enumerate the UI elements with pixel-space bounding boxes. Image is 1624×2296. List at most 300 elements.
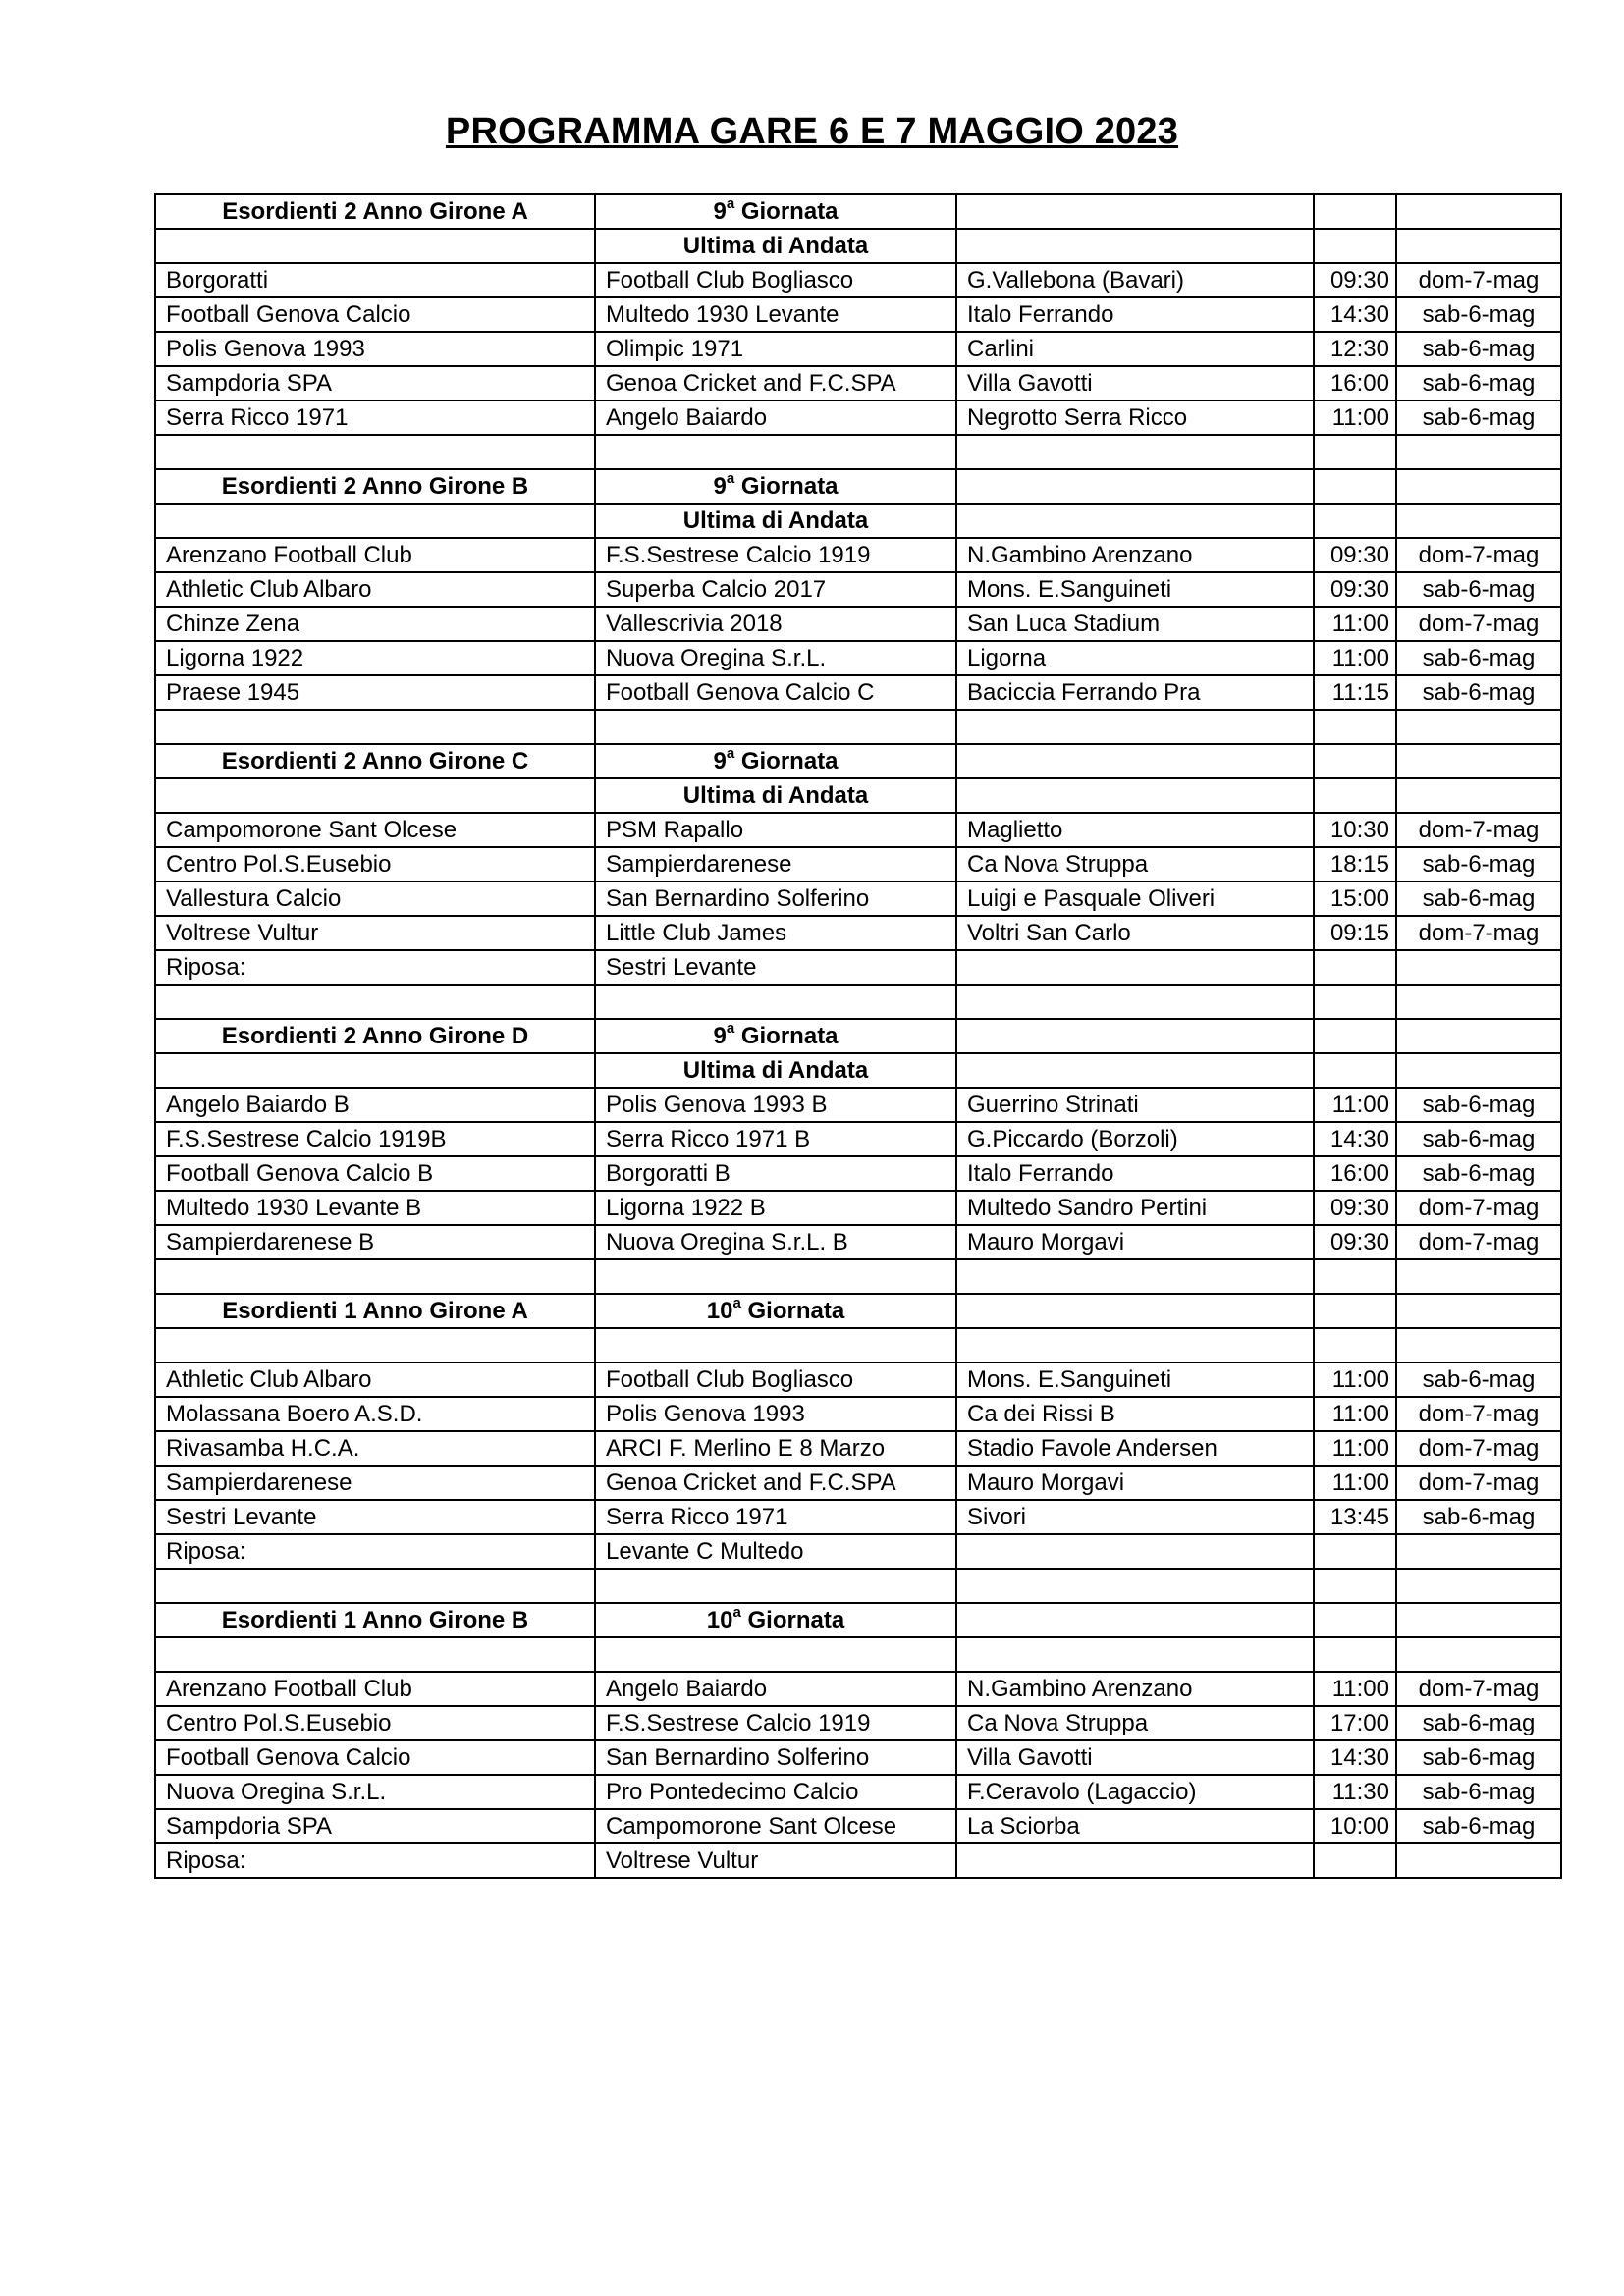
empty-cell [1314, 435, 1396, 469]
spacer-row [155, 435, 1561, 469]
venue: Stadio Favole Andersen [956, 1431, 1314, 1466]
group-subtitle-row [155, 229, 1561, 263]
empty-cell [1314, 1843, 1396, 1878]
match-date: sab-6-mag [1396, 572, 1561, 607]
match-row [155, 263, 1561, 297]
group-header-row [155, 1019, 1561, 1053]
match-row [155, 1431, 1561, 1466]
empty-cell [1314, 1259, 1396, 1294]
empty-cell [956, 1294, 1314, 1328]
riposa-team: Levante C Multedo [595, 1534, 956, 1569]
kickoff-time: 11:00 [1314, 641, 1396, 675]
match-schedule-table [154, 193, 1562, 1879]
group-header-row [155, 469, 1561, 504]
kickoff-time: 11:30 [1314, 1775, 1396, 1809]
home-team: Polis Genova 1993 [155, 332, 595, 366]
match-row [155, 916, 1561, 950]
round-ordinal: a [732, 1295, 741, 1311]
venue: La Sciorba [956, 1809, 1314, 1843]
kickoff-time: 11:00 [1314, 607, 1396, 641]
match-date: sab-6-mag [1396, 1809, 1561, 1843]
away-team: Multedo 1930 Levante [595, 297, 956, 332]
venue: Maglietto [956, 813, 1314, 847]
kickoff-time: 14:30 [1314, 1122, 1396, 1156]
kickoff-time: 18:15 [1314, 847, 1396, 881]
empty-cell [595, 435, 956, 469]
round-word: Giornata [740, 198, 839, 225]
empty-cell [1314, 504, 1396, 538]
riposa-label: Riposa: [155, 950, 595, 985]
kickoff-time: 12:30 [1314, 332, 1396, 366]
away-team: Genoa Cricket and F.C.SPA [595, 1466, 956, 1500]
group-subtitle-row [155, 1053, 1561, 1088]
kickoff-time: 16:00 [1314, 366, 1396, 400]
away-team: Football Genova Calcio C [595, 675, 956, 710]
round-ordinal: a [726, 195, 735, 212]
kickoff-time: 09:30 [1314, 263, 1396, 297]
round-label [595, 469, 956, 504]
match-date: sab-6-mag [1396, 847, 1561, 881]
match-row [155, 1740, 1561, 1775]
away-team: Superba Calcio 2017 [595, 572, 956, 607]
empty-cell [1314, 1534, 1396, 1569]
empty-cell [956, 1637, 1314, 1672]
away-team: Polis Genova 1993 B [595, 1088, 956, 1122]
kickoff-time: 09:30 [1314, 538, 1396, 572]
spacer-row [155, 1259, 1561, 1294]
empty-cell [595, 985, 956, 1019]
away-team: San Bernardino Solferino [595, 881, 956, 916]
group-name: Esordienti 2 Anno Girone D [155, 1019, 595, 1053]
empty-cell [956, 469, 1314, 504]
round-word: Giornata [740, 748, 839, 774]
venue: G.Piccardo (Borzoli) [956, 1122, 1314, 1156]
empty-cell [1396, 1603, 1561, 1637]
spacer-row [155, 985, 1561, 1019]
empty-cell [155, 1637, 595, 1672]
kickoff-time: 17:00 [1314, 1706, 1396, 1740]
home-team: Multedo 1930 Levante B [155, 1191, 595, 1225]
kickoff-time: 14:30 [1314, 1740, 1396, 1775]
empty-cell [1396, 744, 1561, 778]
empty-cell [1314, 744, 1396, 778]
empty-cell [155, 1259, 595, 1294]
kickoff-time: 14:30 [1314, 297, 1396, 332]
empty-cell [956, 1603, 1314, 1637]
empty-cell [1314, 950, 1396, 985]
empty-cell [595, 1259, 956, 1294]
kickoff-time: 09:30 [1314, 572, 1396, 607]
home-team: Sestri Levante [155, 1500, 595, 1534]
group-name: Esordienti 2 Anno Girone A [155, 194, 595, 229]
match-row [155, 366, 1561, 400]
empty-cell [155, 435, 595, 469]
home-team: F.S.Sestrese Calcio 1919B [155, 1122, 595, 1156]
empty-cell [155, 229, 595, 263]
empty-cell [956, 1259, 1314, 1294]
match-row [155, 538, 1561, 572]
round-label [595, 194, 956, 229]
kickoff-time: 11:00 [1314, 1088, 1396, 1122]
document-title: PROGRAMMA GARE 6 E 7 MAGGIO 2023 [445, 111, 1179, 152]
away-team: Angelo Baiardo [595, 1672, 956, 1706]
empty-cell [155, 985, 595, 1019]
venue: Multedo Sandro Pertini [956, 1191, 1314, 1225]
group-subtitle: Ultima di Andata [595, 1053, 956, 1088]
match-row [155, 332, 1561, 366]
home-team: Sampdoria SPA [155, 1809, 595, 1843]
round-word: Giornata [740, 473, 839, 500]
kickoff-time: 11:00 [1314, 1397, 1396, 1431]
empty-cell [155, 710, 595, 744]
round-number: 10 [706, 1298, 733, 1324]
empty-cell [1396, 1294, 1561, 1328]
away-team: Football Club Bogliasco [595, 1362, 956, 1397]
empty-cell [1314, 469, 1396, 504]
match-row [155, 1775, 1561, 1809]
match-date: dom-7-mag [1396, 1431, 1561, 1466]
round-ordinal: a [732, 1604, 741, 1621]
kickoff-time: 11:15 [1314, 675, 1396, 710]
empty-cell [956, 744, 1314, 778]
group-name: Esordienti 2 Anno Girone C [155, 744, 595, 778]
round-word: Giornata [740, 1023, 839, 1049]
match-date: sab-6-mag [1396, 1362, 1561, 1397]
group-subtitle-row [155, 1328, 1561, 1362]
away-team: Pro Pontedecimo Calcio [595, 1775, 956, 1809]
away-team: Nuova Oregina S.r.L. [595, 641, 956, 675]
empty-cell [1396, 1053, 1561, 1088]
match-row [155, 1122, 1561, 1156]
venue: Mauro Morgavi [956, 1466, 1314, 1500]
empty-cell [1396, 1019, 1561, 1053]
match-row [155, 847, 1561, 881]
venue: Mons. E.Sanguineti [956, 572, 1314, 607]
away-team: F.S.Sestrese Calcio 1919 [595, 1706, 956, 1740]
venue: Voltri San Carlo [956, 916, 1314, 950]
spacer-row [155, 710, 1561, 744]
home-team: Ligorna 1922 [155, 641, 595, 675]
venue: N.Gambino Arenzano [956, 1672, 1314, 1706]
empty-cell [1314, 1328, 1396, 1362]
kickoff-time: 11:00 [1314, 1672, 1396, 1706]
venue: G.Vallebona (Bavari) [956, 263, 1314, 297]
round-ordinal: a [726, 745, 735, 762]
empty-cell [1396, 710, 1561, 744]
match-date: sab-6-mag [1396, 1740, 1561, 1775]
away-team: Vallescrivia 2018 [595, 607, 956, 641]
empty-cell [956, 229, 1314, 263]
match-date: dom-7-mag [1396, 263, 1561, 297]
group-subtitle-row [155, 778, 1561, 813]
away-team: Ligorna 1922 B [595, 1191, 956, 1225]
venue: Mauro Morgavi [956, 1225, 1314, 1259]
match-date: sab-6-mag [1396, 297, 1561, 332]
group-subtitle-row [155, 1637, 1561, 1672]
match-date: sab-6-mag [1396, 400, 1561, 435]
home-team: Voltrese Vultur [155, 916, 595, 950]
group-subtitle-row [155, 504, 1561, 538]
empty-cell [155, 1328, 595, 1362]
match-date: sab-6-mag [1396, 675, 1561, 710]
kickoff-time: 11:00 [1314, 1466, 1396, 1500]
round-label [595, 744, 956, 778]
venue: Ca dei Rissi B [956, 1397, 1314, 1431]
match-date: dom-7-mag [1396, 813, 1561, 847]
empty-cell [1396, 1637, 1561, 1672]
home-team: Arenzano Football Club [155, 1672, 595, 1706]
venue: Carlini [956, 332, 1314, 366]
away-team: Serra Ricco 1971 B [595, 1122, 956, 1156]
riposa-team: Sestri Levante [595, 950, 956, 985]
home-team: Sampierdarenese [155, 1466, 595, 1500]
match-date: dom-7-mag [1396, 1672, 1561, 1706]
empty-cell [1396, 1259, 1561, 1294]
home-team: Serra Ricco 1971 [155, 400, 595, 435]
away-team: Polis Genova 1993 [595, 1397, 956, 1431]
home-team: Borgoratti [155, 263, 595, 297]
empty-cell [1314, 1603, 1396, 1637]
riposa-row [155, 1843, 1561, 1878]
venue: Ca Nova Struppa [956, 1706, 1314, 1740]
kickoff-time: 10:30 [1314, 813, 1396, 847]
away-team: Genoa Cricket and F.C.SPA [595, 366, 956, 400]
match-row [155, 1225, 1561, 1259]
riposa-row [155, 1534, 1561, 1569]
home-team: Sampdoria SPA [155, 366, 595, 400]
match-row [155, 881, 1561, 916]
empty-cell [1396, 229, 1561, 263]
empty-cell [1396, 435, 1561, 469]
empty-cell [956, 504, 1314, 538]
empty-cell [1396, 1534, 1561, 1569]
match-row [155, 607, 1561, 641]
empty-cell [595, 710, 956, 744]
match-date: dom-7-mag [1396, 607, 1561, 641]
empty-cell [956, 194, 1314, 229]
venue: San Luca Stadium [956, 607, 1314, 641]
home-team: Arenzano Football Club [155, 538, 595, 572]
group-header-row [155, 744, 1561, 778]
empty-cell [155, 1053, 595, 1088]
match-date: dom-7-mag [1396, 1191, 1561, 1225]
home-team: Chinze Zena [155, 607, 595, 641]
match-date: sab-6-mag [1396, 1088, 1561, 1122]
match-row [155, 1397, 1561, 1431]
match-date: sab-6-mag [1396, 1706, 1561, 1740]
round-number: 9 [713, 198, 727, 225]
riposa-team: Voltrese Vultur [595, 1843, 956, 1878]
round-number: 9 [713, 473, 727, 500]
group-subtitle: Ultima di Andata [595, 229, 956, 263]
empty-cell [1314, 1569, 1396, 1603]
match-date: sab-6-mag [1396, 881, 1561, 916]
match-date: sab-6-mag [1396, 1156, 1561, 1191]
empty-cell [595, 1569, 956, 1603]
empty-cell [956, 778, 1314, 813]
away-team: Nuova Oregina S.r.L. B [595, 1225, 956, 1259]
round-word: Giornata [747, 1298, 845, 1324]
match-row [155, 1191, 1561, 1225]
venue: Mons. E.Sanguineti [956, 1362, 1314, 1397]
round-ordinal: a [726, 470, 735, 487]
empty-cell [1314, 985, 1396, 1019]
match-row [155, 572, 1561, 607]
round-number: 9 [713, 748, 727, 774]
empty-cell [1314, 229, 1396, 263]
away-team: Serra Ricco 1971 [595, 1500, 956, 1534]
match-date: sab-6-mag [1396, 641, 1561, 675]
group-subtitle [595, 1328, 956, 1362]
home-team: Football Genova Calcio [155, 1740, 595, 1775]
empty-cell [956, 435, 1314, 469]
riposa-label: Riposa: [155, 1534, 595, 1569]
match-date: sab-6-mag [1396, 1500, 1561, 1534]
empty-cell [956, 950, 1314, 985]
empty-cell [956, 1053, 1314, 1088]
kickoff-time: 11:00 [1314, 1362, 1396, 1397]
match-row [155, 1466, 1561, 1500]
kickoff-time: 13:45 [1314, 1500, 1396, 1534]
kickoff-time: 16:00 [1314, 1156, 1396, 1191]
spacer-row [155, 1569, 1561, 1603]
away-team: Sampierdarenese [595, 847, 956, 881]
match-date: dom-7-mag [1396, 538, 1561, 572]
empty-cell [1314, 1294, 1396, 1328]
group-subtitle [595, 1637, 956, 1672]
group-subtitle: Ultima di Andata [595, 778, 956, 813]
match-row [155, 1706, 1561, 1740]
match-row [155, 675, 1561, 710]
home-team: Rivasamba H.C.A. [155, 1431, 595, 1466]
group-name: Esordienti 1 Anno Girone A [155, 1294, 595, 1328]
group-subtitle: Ultima di Andata [595, 504, 956, 538]
home-team: Angelo Baiardo B [155, 1088, 595, 1122]
home-team: Football Genova Calcio [155, 297, 595, 332]
kickoff-time: 09:30 [1314, 1191, 1396, 1225]
round-label [595, 1603, 956, 1637]
match-date: sab-6-mag [1396, 332, 1561, 366]
round-ordinal: a [726, 1020, 735, 1037]
venue: Villa Gavotti [956, 1740, 1314, 1775]
away-team: PSM Rapallo [595, 813, 956, 847]
kickoff-time: 09:15 [1314, 916, 1396, 950]
empty-cell [1396, 985, 1561, 1019]
round-label [595, 1294, 956, 1328]
home-team: Vallestura Calcio [155, 881, 595, 916]
home-team: Molassana Boero A.S.D. [155, 1397, 595, 1431]
round-number: 9 [713, 1023, 727, 1049]
match-row [155, 1156, 1561, 1191]
match-row [155, 1672, 1561, 1706]
match-row [155, 1500, 1561, 1534]
home-team: Sampierdarenese B [155, 1225, 595, 1259]
empty-cell [155, 1569, 595, 1603]
round-word: Giornata [747, 1607, 845, 1633]
empty-cell [155, 778, 595, 813]
empty-cell [1314, 1637, 1396, 1672]
away-team: San Bernardino Solferino [595, 1740, 956, 1775]
away-team: Borgoratti B [595, 1156, 956, 1191]
venue: Guerrino Strinati [956, 1088, 1314, 1122]
kickoff-time: 11:00 [1314, 1431, 1396, 1466]
match-date: dom-7-mag [1396, 1397, 1561, 1431]
empty-cell [1396, 778, 1561, 813]
home-team: Praese 1945 [155, 675, 595, 710]
empty-cell [1314, 1019, 1396, 1053]
group-header-row [155, 194, 1561, 229]
empty-cell [1396, 504, 1561, 538]
empty-cell [1396, 469, 1561, 504]
empty-cell [1396, 1328, 1561, 1362]
empty-cell [1314, 778, 1396, 813]
round-number: 10 [706, 1607, 733, 1633]
away-team: Football Club Bogliasco [595, 263, 956, 297]
match-date: dom-7-mag [1396, 1466, 1561, 1500]
empty-cell [1314, 1053, 1396, 1088]
kickoff-time: 10:00 [1314, 1809, 1396, 1843]
venue: Sivori [956, 1500, 1314, 1534]
venue: Ligorna [956, 641, 1314, 675]
away-team: Angelo Baiardo [595, 400, 956, 435]
match-row [155, 641, 1561, 675]
match-row [155, 1809, 1561, 1843]
riposa-label: Riposa: [155, 1843, 595, 1878]
kickoff-time: 15:00 [1314, 881, 1396, 916]
group-name: Esordienti 1 Anno Girone B [155, 1603, 595, 1637]
empty-cell [1396, 194, 1561, 229]
kickoff-time: 09:30 [1314, 1225, 1396, 1259]
match-row [155, 1088, 1561, 1122]
venue: Negrotto Serra Ricco [956, 400, 1314, 435]
empty-cell [956, 1534, 1314, 1569]
empty-cell [1396, 1843, 1561, 1878]
empty-cell [956, 710, 1314, 744]
away-team: Olimpic 1971 [595, 332, 956, 366]
venue: N.Gambino Arenzano [956, 538, 1314, 572]
venue: F.Ceravolo (Lagaccio) [956, 1775, 1314, 1809]
empty-cell [956, 1569, 1314, 1603]
match-row [155, 400, 1561, 435]
riposa-row [155, 950, 1561, 985]
group-header-row [155, 1603, 1561, 1637]
match-date: sab-6-mag [1396, 366, 1561, 400]
venue: Ca Nova Struppa [956, 847, 1314, 881]
kickoff-time: 11:00 [1314, 400, 1396, 435]
match-row [155, 297, 1561, 332]
empty-cell [956, 985, 1314, 1019]
venue: Italo Ferrando [956, 1156, 1314, 1191]
venue: Luigi e Pasquale Oliveri [956, 881, 1314, 916]
away-team: ARCI F. Merlino E 8 Marzo [595, 1431, 956, 1466]
match-date: sab-6-mag [1396, 1775, 1561, 1809]
empty-cell [155, 504, 595, 538]
match-date: dom-7-mag [1396, 1225, 1561, 1259]
match-row [155, 1362, 1561, 1397]
empty-cell [956, 1328, 1314, 1362]
home-team: Athletic Club Albaro [155, 572, 595, 607]
empty-cell [1314, 710, 1396, 744]
home-team: Athletic Club Albaro [155, 1362, 595, 1397]
venue: Italo Ferrando [956, 297, 1314, 332]
empty-cell [1396, 950, 1561, 985]
group-name: Esordienti 2 Anno Girone B [155, 469, 595, 504]
home-team: Campomorone Sant Olcese [155, 813, 595, 847]
away-team: F.S.Sestrese Calcio 1919 [595, 538, 956, 572]
venue: Villa Gavotti [956, 366, 1314, 400]
home-team: Centro Pol.S.Eusebio [155, 847, 595, 881]
match-date: sab-6-mag [1396, 1122, 1561, 1156]
